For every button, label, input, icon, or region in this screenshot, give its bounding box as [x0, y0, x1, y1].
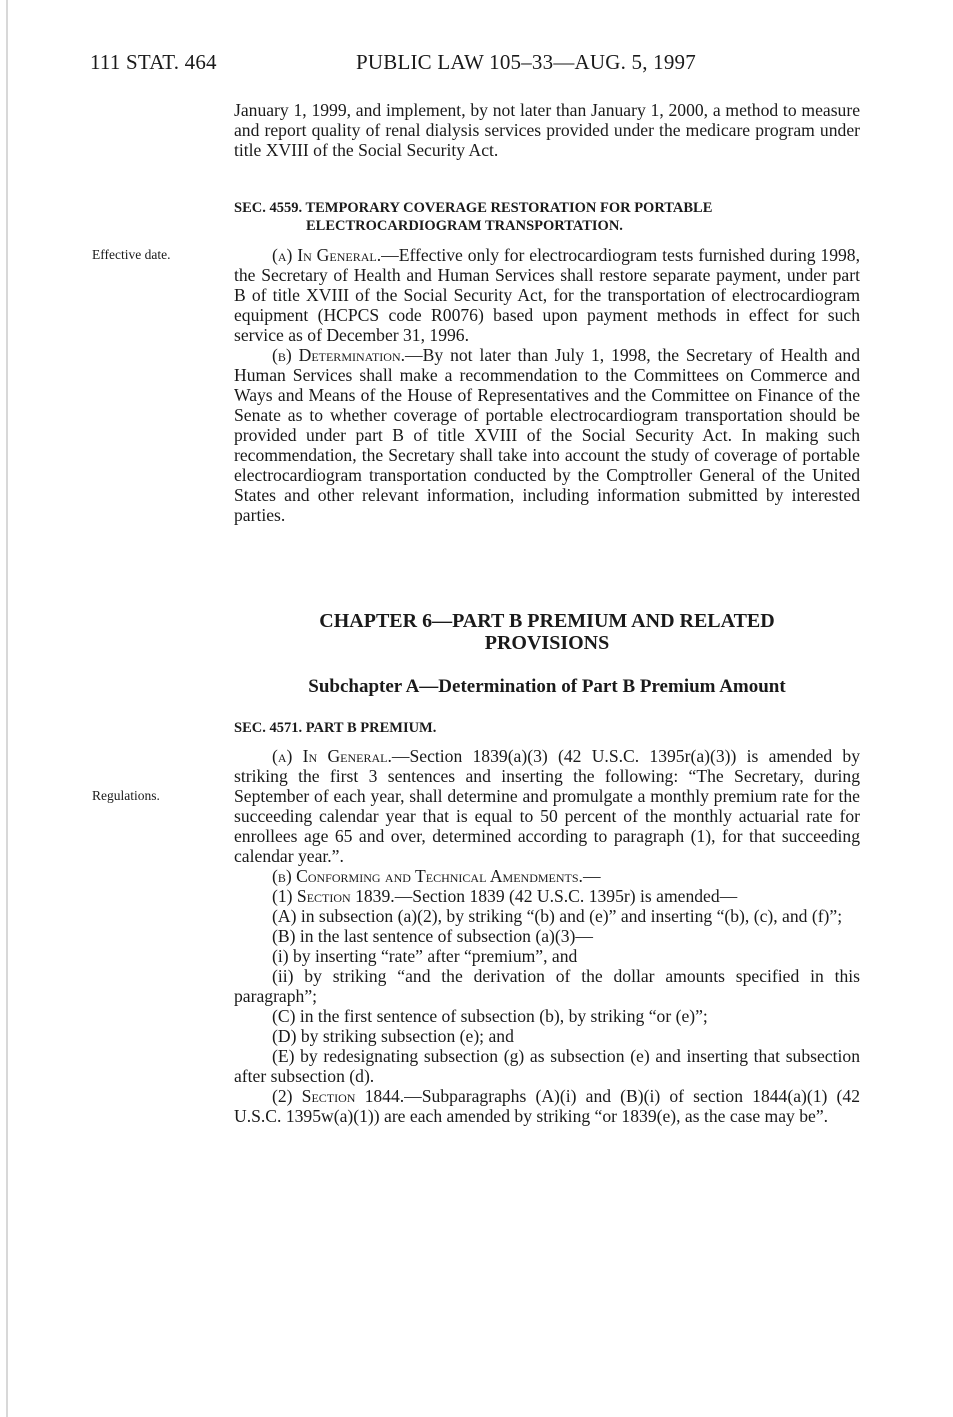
paragraph-2-text: —Subparagraphs (A)(i) and (B)(i) of section 1844(a)(1) (42 U.S.C. 1395w(a)(1)) are each amended by striking “or 1839(e), as the case may be”.: [234, 1086, 860, 1126]
clause-A: (A) in subsection (a)(2), by striking “(b) and (e)” and inserting “(b), (c), and (f)”;: [272, 906, 843, 926]
clause-B-ii: (ii) by striking “and the derivation of the dollar amounts specified in this paragraph”;: [234, 966, 860, 1006]
page-edge: [6, 0, 8, 1417]
paragraph-2: [234, 1086, 860, 1126]
paragraph-1-text: —Section 1839 (42 U.S.C. 1395r) is amended—: [394, 886, 738, 906]
margin-note-regulations: Regulations.: [92, 788, 160, 803]
subsection-a-text: —Section 1839(a)(3) (42 U.S.C. 1395r(a)(3)) is amended by striking the first 3 sentences and inserting the following: “The Secretary, during September of each year, shall determine and promulgate a monthly premium rate for the succeeding calendar year that is equal to 50 percent of the monthly actuarial rate for enrollees age 65 and over, determined according to paragraph (1), for that succeeding calendar year.”.: [234, 746, 860, 866]
chapter-heading: [234, 610, 860, 654]
continuation-text: January 1, 1999, and implement, by not later than January 1, 2000, a method to measure and report quality of renal dialysis services provided under the medicare program under title XVIII of the Social Security Act.: [234, 100, 860, 160]
section-4559-title-line2: ELECTROCARDIOGRAM TRANSPORTATION.: [306, 218, 623, 234]
subsection-a-label: (a) In General.: [272, 245, 382, 265]
subsection-b-dash: —: [582, 866, 601, 886]
paragraph-2-label: (2) Section 1844.: [272, 1086, 405, 1106]
clause-B-i: (i) by inserting “rate” after “premium”, and: [272, 946, 578, 966]
subchapter-heading: Subchapter A—Determination of Part B Premium Amount: [308, 676, 786, 697]
subsection-b-label: (b) Determination.: [272, 345, 406, 365]
clause-B: (B) in the last sentence of subsection (a)(3)—: [272, 926, 593, 946]
clause-D: (D) by striking subsection (e); and: [272, 1026, 514, 1046]
paragraph-1-label: (1) Section 1839.: [272, 886, 395, 906]
section-4559-title-line1: TEMPORARY COVERAGE RESTORATION FOR PORTABLE: [305, 200, 713, 216]
paragraph-1: [234, 886, 860, 906]
continuation-paragraph: [234, 100, 860, 160]
clause-E: (E) by redesignating subsection (g) as subsection (e) and inserting that subsection after subsection (d).: [234, 1046, 860, 1086]
section-4559-heading: [234, 199, 860, 235]
section-4559-subsection-b: [234, 345, 860, 525]
margin-note-effective-date: Effective date.: [92, 247, 171, 262]
subsection-a-text: —Effective only for electrocardiogram tests furnished during 1998, the Secretary of Health and Human Services shall restore separate payment, under part B of title XVIII of the Social Security Act, for the transportation of electrocardiogram equipment (HCPCS code R0076) based upon payment methods in effect for such service as of December 31, 1996.: [234, 245, 861, 345]
subsection-a-label: (a) In General.: [272, 746, 392, 766]
subsection-b-text: —By not later than July 1, 1998, the Secretary of Health and Human Services shall make a recommendation to the Committees on Commerce and Ways and Means of the House of Representatives and the Committee on Finance of the Senate as to whether coverage of portable electrocardiogram transportation should be provided under part B of title XVIII of the Social Security Act. In making such recommendation, the Secretary shall take into account the study of coverage of portable electrocardiogram transportation conducted by the Comptroller General of the United States and other relevant information, including information submitted by interested parties.: [234, 345, 860, 525]
section-4559-body: [234, 245, 860, 525]
section-4559-subsection-a: [234, 245, 860, 345]
clause-C: (C) in the first sentence of subsection (b), by striking “or (e)”;: [272, 1006, 708, 1026]
chapter-heading-line1: CHAPTER 6—PART B PREMIUM AND RELATED: [319, 610, 775, 632]
section-4571-subsection-a: [234, 746, 860, 866]
chapter-heading-line2: PROVISIONS: [484, 632, 610, 654]
section-4571-heading: SEC. 4571. PART B PREMIUM.: [234, 720, 437, 736]
public-law-header: PUBLIC LAW 105–33—AUG. 5, 1997: [356, 50, 696, 74]
section-4571-body: [234, 746, 860, 1126]
section-4571-subsection-b: [234, 866, 860, 886]
section-4559-number: SEC. 4559.: [234, 200, 303, 216]
subsection-b-label: (b) Conforming and Technical Amendments.: [272, 866, 583, 886]
page-number-header: 111 STAT. 464: [90, 50, 217, 74]
